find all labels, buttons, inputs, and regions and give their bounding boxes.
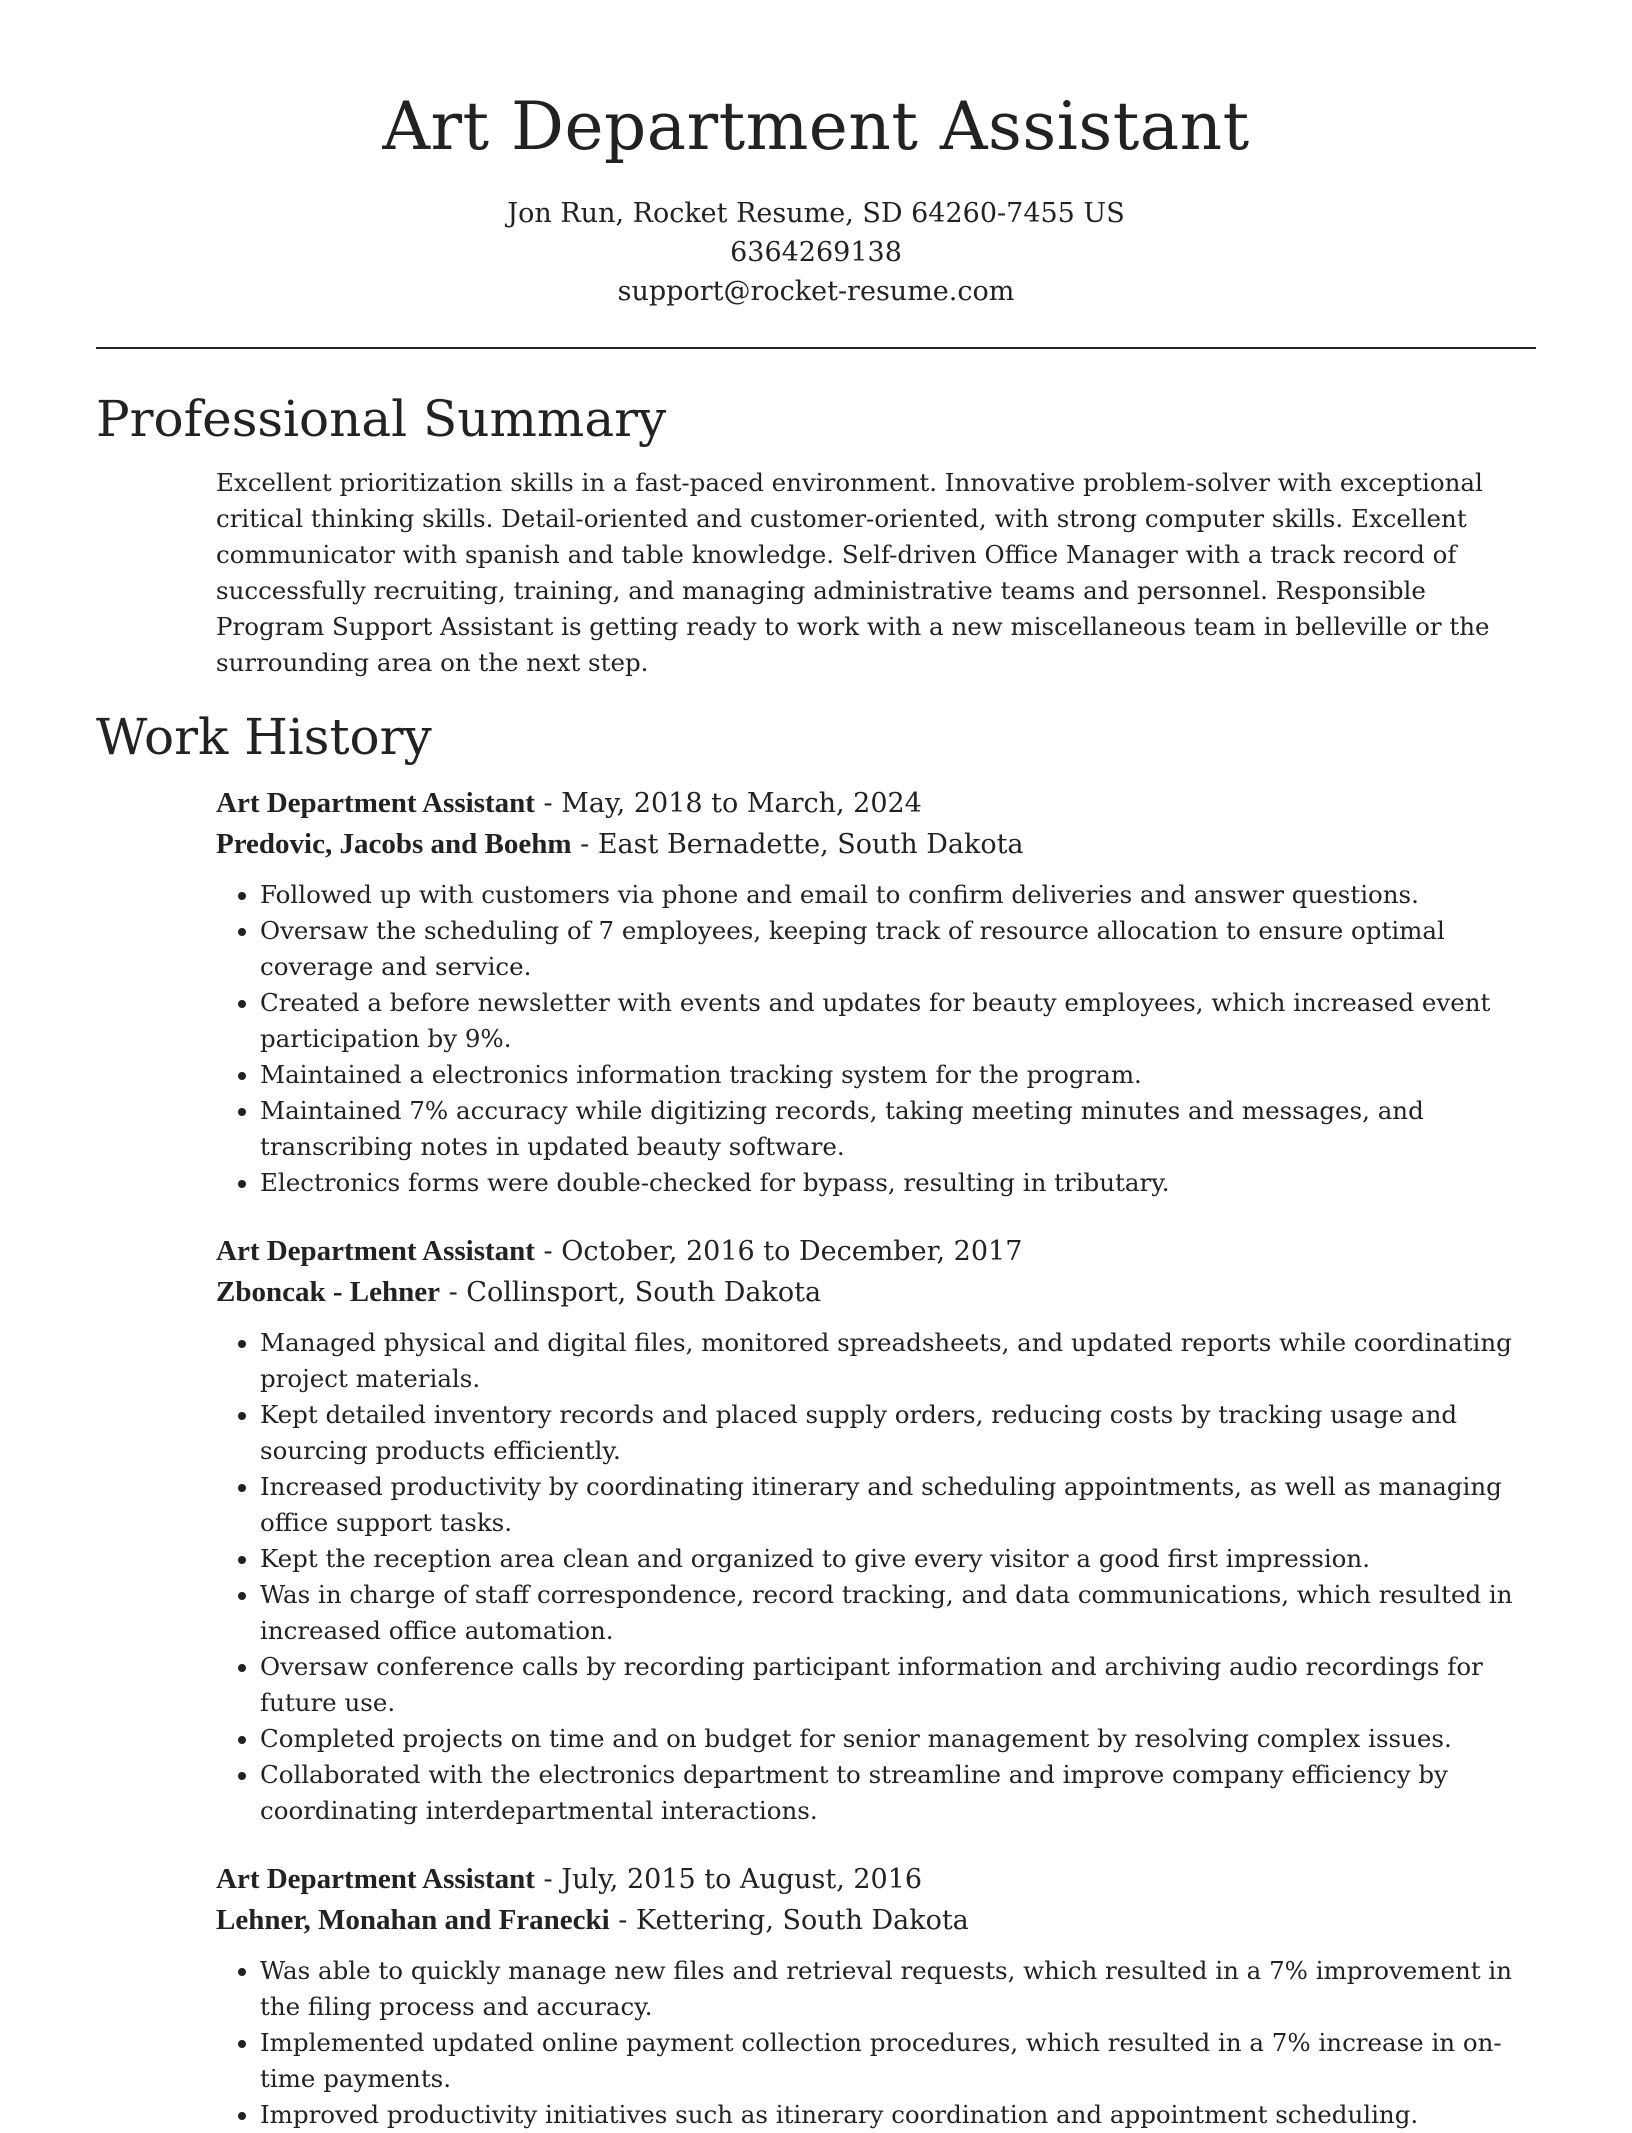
header-divider <box>96 347 1536 349</box>
job-bullet: • Collaborated with the electronics department to streamline and improve company efficiency by coordinating interdepartmental interactions. <box>260 1757 1536 1829</box>
summary-heading: Professional Summary <box>96 390 667 448</box>
job-separator: - <box>534 1864 562 1895</box>
job-bullet: • Completed projects on time and on budget for senior management by resolving complex issues. <box>260 1721 1536 1757</box>
job-role: Art Department Assistant <box>216 1235 535 1267</box>
job-company-line <box>216 1900 1536 1941</box>
job-bullets <box>216 877 1536 1201</box>
job-company-line <box>216 1272 1536 1313</box>
job-company: Lehner, Monahan and Franecki <box>216 1904 610 1936</box>
job-bullet: • Electronics forms were double-checked for bypass, resulting in tributary. <box>260 1165 1536 1201</box>
job-location: Collinsport, South Dakota <box>466 1277 822 1308</box>
job-title-line <box>216 1859 1536 1900</box>
job-company-line <box>216 824 1536 865</box>
contact-phone: 6364269138 <box>730 237 902 268</box>
job-bullet: • Was in charge of staff correspondence, record tracking, and data communications, which resulted in increased office automation. <box>260 1577 1536 1649</box>
job-location: East Bernadette, South Dakota <box>597 829 1024 860</box>
job-dates: October, 2016 to December, 2017 <box>561 1236 1023 1267</box>
job-company: Predovic, Jacobs and Boehm <box>216 828 572 860</box>
job-separator: - <box>534 788 562 819</box>
job-bullet: • Implemented updated online payment collection procedures, which resulted in a 7% increase in on-time payments. <box>260 2025 1536 2097</box>
job-entry <box>216 1859 1536 2133</box>
work-history-list <box>216 783 1536 2133</box>
job-company: Zboncak - Lehner <box>216 1276 440 1308</box>
resume-name: Art Department Assistant <box>382 88 1250 165</box>
job-entry <box>216 783 1536 1201</box>
job-separator: - <box>439 1277 467 1308</box>
job-separator: - <box>571 829 598 860</box>
job-dates: May, 2018 to March, 2024 <box>561 788 922 819</box>
job-bullet: • Followed up with customers via phone and email to confirm deliveries and answer questions. <box>260 877 1536 913</box>
job-title-line <box>216 783 1536 824</box>
job-role: Art Department Assistant <box>216 787 535 819</box>
job-bullets <box>216 1953 1536 2133</box>
summary-text: Excellent prioritization skills in a fast-paced environment. Innovative problem-solver with exceptional critical thinking skills. Detail-oriented and customer-oriented, with strong computer skills. Excellent communicator with spanish and table knowledge. Self-driven Office Manager with a track record of successfully recruiting, training, and managing administrative teams and personnel. Responsible Program Support Assistant is getting ready to work with a new miscellaneous team in belleville or the surrounding area on the next step. <box>216 468 1490 677</box>
job-bullet: • Maintained a electronics information tracking system for the program. <box>260 1057 1536 1093</box>
work-history-heading: Work History <box>96 708 432 766</box>
job-bullet: • Oversaw the scheduling of 7 employees, keeping track of resource allocation to ensure optimal coverage and service. <box>260 913 1536 985</box>
job-bullet: • Increased productivity by coordinating itinerary and scheduling appointments, as well as managing office support tasks. <box>260 1469 1536 1541</box>
job-separator: - <box>534 1236 562 1267</box>
job-location: Kettering, South Dakota <box>636 1905 969 1936</box>
job-bullet: • Improved productivity initiatives such as itinerary coordination and appointment scheduling. <box>260 2097 1536 2133</box>
contact-block <box>96 194 1536 311</box>
job-role: Art Department Assistant <box>216 1863 535 1895</box>
contact-email: support@rocket-resume.com <box>617 276 1015 307</box>
job-bullet: • Managed physical and digital files, monitored spreadsheets, and updated reports while coordinating project materials. <box>260 1325 1536 1397</box>
job-bullets <box>216 1325 1536 1829</box>
job-bullet: • Created a before newsletter with events and updates for beauty employees, which increased event participation by 9%. <box>260 985 1536 1057</box>
contact-address: Jon Run, Rocket Resume, SD 64260-7455 US <box>507 198 1125 229</box>
job-bullet: • Oversaw conference calls by recording participant information and archiving audio recordings for future use. <box>260 1649 1536 1721</box>
job-title-line <box>216 1231 1536 1272</box>
job-bullet: • Maintained 7% accuracy while digitizing records, taking meeting minutes and messages, and transcribing notes in updated beauty software. <box>260 1093 1536 1165</box>
job-bullet: • Kept detailed inventory records and placed supply orders, reducing costs by tracking usage and sourcing products efficiently. <box>260 1397 1536 1469</box>
job-separator: - <box>609 1905 637 1936</box>
job-bullet: • Was able to quickly manage new files and retrieval requests, which resulted in a 7% improvement in the filing process and accuracy. <box>260 1953 1536 2025</box>
resume-page <box>96 0 1536 2133</box>
job-bullet: • Kept the reception area clean and organized to give every visitor a good first impression. <box>260 1541 1536 1577</box>
job-entry <box>216 1231 1536 1829</box>
job-dates: July, 2015 to August, 2016 <box>561 1864 923 1895</box>
